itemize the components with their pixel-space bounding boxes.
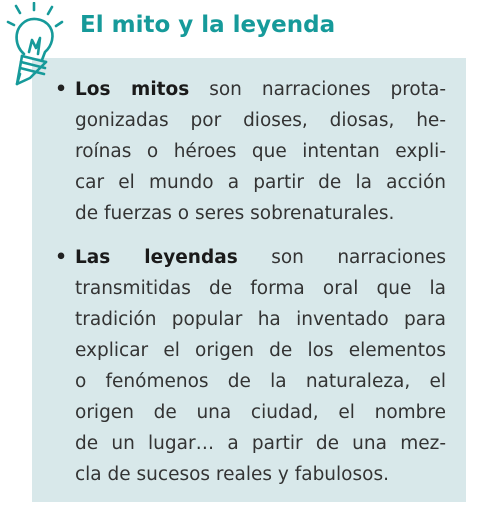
page-title: El mito y la leyenda xyxy=(80,12,336,38)
item-line: o fenómenos de la naturaleza, el xyxy=(75,371,446,392)
item-first-line xyxy=(75,242,446,273)
item-line: de un lugar… a partir de una mez- xyxy=(75,433,446,454)
item-line: roínas o héroes que intentan expli- xyxy=(75,141,446,162)
item-text: son narraciones prota- xyxy=(189,79,447,100)
bullet: • xyxy=(55,247,67,268)
item-line: tradición popular ha inventado para xyxy=(75,309,446,330)
item-line: cla de sucesos reales y fabulosos. xyxy=(75,464,389,485)
item-first-line xyxy=(75,74,446,105)
item-line: origen de una ciudad, el nombre xyxy=(75,402,446,423)
list-item-leyendas xyxy=(54,242,446,490)
item-line: de fuerzas o seres sobrenaturales. xyxy=(75,203,395,224)
item-text: son narraciones xyxy=(271,247,446,268)
list-item-mitos xyxy=(54,74,446,229)
item-line: transmitidas de forma oral que la xyxy=(75,278,446,299)
bullet: • xyxy=(55,79,67,100)
term-label: Las leyendas xyxy=(75,247,238,268)
term-label: Los mitos xyxy=(75,79,190,100)
item-line: explicar el origen de los elementos xyxy=(75,340,446,361)
item-line: gonizadas por dioses, diosas, he- xyxy=(75,110,446,131)
item-line: car el mundo a partir de la acción xyxy=(75,172,446,193)
